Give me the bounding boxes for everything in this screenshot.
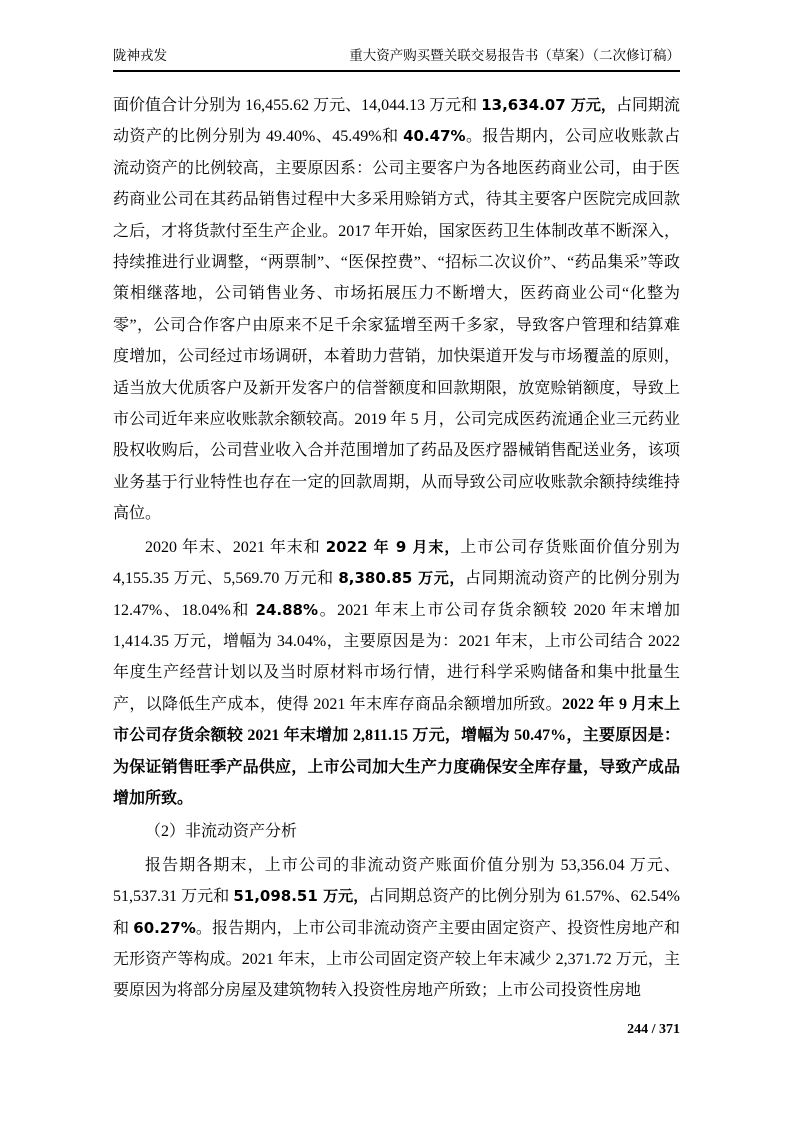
text-run: 。2021 年末上市公司存货余额较 2020 年末增加 1,414.35 万元，增幅为 34.04%，主要原因是为：2021 年末，上市公司结合 2022 年度生产经营计划以及当时原材料市场行情，进行科学采购储备和集中批量生产，以降低生产成本，使得 2021 年末库存商品余额增加所致。 (113, 601, 680, 713)
text-run: 报告期各期末，上市公司的非流动资产账面价值分别为 53,356.04 万元、51,537.31 万元和 (113, 856, 680, 906)
text-run-bold-value: 60.27% (133, 918, 196, 937)
text-run: 上市公司存货账面价值分别为 4,155.35 万元、5,569.70 万元和 (113, 538, 680, 588)
text-run-bold-value: 40.47% (403, 127, 466, 146)
text-run: 面价值合计分别为 16,455.62 万元、14,044.13 万元和 (113, 97, 482, 114)
page-number: 244 / 371 (627, 1022, 680, 1037)
text-run-bold-value: 13,634.07 万元， (481, 96, 616, 114)
text-run: 。报告期内，公司应收账款占流动资产的比例较高，主要原因系：公司主要客户为各地医药商业公司，由于医药商业公司在其药品销售过程中大多采用赊销方式，待其主要客户医院完成回款之后，才将货款付至生产企业。2017 年开始，国家医药卫生体制改革不断深入，持续推进行业调整，“两票制”、“医保控费”、“招标二次议价”、“药品集采”等政策相继落地，公司销售业务、市场拓展压力不断增大，医药商业公司“化整为零”，公司合作客户由原来不足千余家猛增至两千多家，导致客户管理和结算难度增加，公司经过市场调研，本着助力营销，加快渠道开发与市场覆盖的原则，适当放大优质客户及新开发客户的信誉额度和回款期限，放宽赊销额度，导致上市公司近年来应收账款余额较高。2019 年 5 月，公司完成医药流通企业三元药业股权收购后，公司营业收入合并范围增加了药品及医疗器械销售配送业务，该项业务基于行业特性也存在一定的回款周期，从而导致公司应收账款余额持续维持高位。 (113, 128, 680, 523)
text-run: 占同期流动资产的比例分别为 12.47%、18.04%和 (113, 570, 680, 619)
page-header (113, 48, 680, 72)
text-run: 占同期流动资产的比例分别为 49.40%、45.49%和 (113, 97, 680, 146)
text-run-bold-value: 8,380.85 万元， (338, 569, 465, 588)
heading-text: （2）非流动资产分析 (145, 823, 298, 841)
text-run-bold-value: 51,098.51 万元， (233, 887, 369, 906)
document-body (113, 90, 680, 1009)
text-run-bold-value: 2022 年 9 月末， (325, 537, 461, 556)
paragraph-non-current-assets (113, 850, 680, 1007)
heading-non-current-assets (113, 816, 680, 847)
header-report-title: 重大资产购买暨关联交易报告书（草案）（二次修订稿） (349, 48, 680, 63)
text-run-bold-value: 24.88% (255, 600, 319, 619)
header-company-name: 陇神戎发 (113, 48, 167, 63)
paragraph-accounts-receivable (113, 90, 680, 530)
page-footer (113, 1022, 680, 1038)
text-run: 占同期总资产的比例分别为 61.57%、62.54%和 (113, 888, 680, 937)
text-run: 2020 年末、2021 年末和 (145, 538, 326, 556)
text-run-bold-emphasis: 2022 年 9 月末上市公司存货余额较 2021 年末增加 2,811.15 万元，增幅为 50.47%，主要原因是：为保证销售旺季产品供应，上市公司加大生产力度确保安全库存量，导致产成品增加所致。 (113, 695, 680, 807)
paragraph-inventory (113, 532, 680, 815)
text-run: 。报告期内，上市公司非流动资产主要由固定资产、投资性房地产和无形资产等构成。2021 年末，上市公司固定资产较上年末减少 2,371.72 万元，主要原因为将部分房屋及建筑物转入投资性房地产所致；上市公司投资性房地 (113, 919, 680, 1000)
